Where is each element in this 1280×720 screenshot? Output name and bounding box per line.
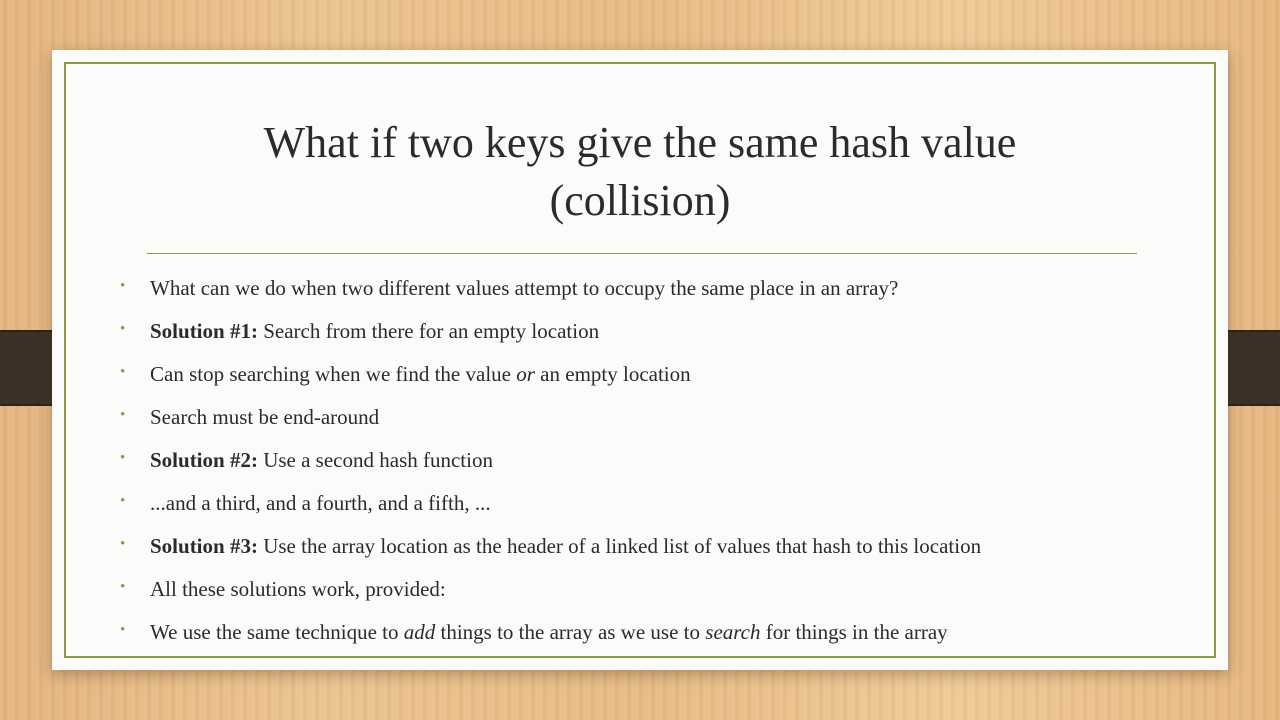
slide-title-line-2: (collision) <box>549 176 731 225</box>
bullet-text: All these solutions work, provided: <box>150 577 446 601</box>
bullet-text-end: for things in the array <box>760 620 948 644</box>
bullet-text: Can stop searching when we find the value <box>150 362 517 386</box>
bullet-emphasis-add: add <box>403 620 436 644</box>
bullet-icon: • <box>120 407 126 423</box>
bullet-item-6 <box>120 482 1210 525</box>
bullet-text: Search must be end-around <box>150 405 380 429</box>
bullet-text: Use a second hash function <box>257 448 493 472</box>
bullet-text-end: an empty location <box>534 362 691 386</box>
slide-title <box>132 114 1148 230</box>
bullet-bold-label: Solution #3: <box>150 534 258 558</box>
bullet-item-7 <box>120 525 1210 568</box>
bullet-bold-label: Solution #2: <box>150 448 258 472</box>
bullet-emphasis-search: search <box>705 620 761 644</box>
title-divider <box>147 253 1137 254</box>
bullet-item-9 <box>120 611 1210 654</box>
bullet-list <box>120 267 1210 654</box>
bullet-text: Use the array location as the header of a linked list of values that hash to this location <box>257 534 982 558</box>
bullet-item-4 <box>120 396 1210 439</box>
bullet-text: What can we do when two different values attempt to occupy the same place in an array? <box>150 276 899 300</box>
bullet-item-2 <box>120 310 1210 353</box>
bullet-icon: • <box>120 622 126 638</box>
bullet-emphasis: or <box>516 362 535 386</box>
bullet-item-3 <box>120 353 1210 396</box>
bullet-text: We use the same technique to <box>150 620 404 644</box>
bullet-icon: • <box>120 450 126 466</box>
bullet-text: ...and a third, and a fourth, and a fifth, ... <box>150 491 491 515</box>
bullet-text-middle: things to the array as we use to <box>435 620 706 644</box>
bullet-item-1 <box>120 267 1210 310</box>
bullet-item-8 <box>120 568 1210 611</box>
slide-title-line-1: What if two keys give the same hash value <box>263 118 1017 167</box>
bullet-icon: • <box>120 536 126 552</box>
bullet-icon: • <box>120 364 126 380</box>
slide-card <box>52 50 1228 670</box>
bullet-icon: • <box>120 493 126 509</box>
bullet-icon: • <box>120 278 126 294</box>
bullet-text: Search from there for an empty location <box>257 319 600 343</box>
bullet-item-5 <box>120 439 1210 482</box>
bullet-icon: • <box>120 321 126 337</box>
bullet-bold-label: Solution #1: <box>150 319 258 343</box>
bullet-icon: • <box>120 579 126 595</box>
